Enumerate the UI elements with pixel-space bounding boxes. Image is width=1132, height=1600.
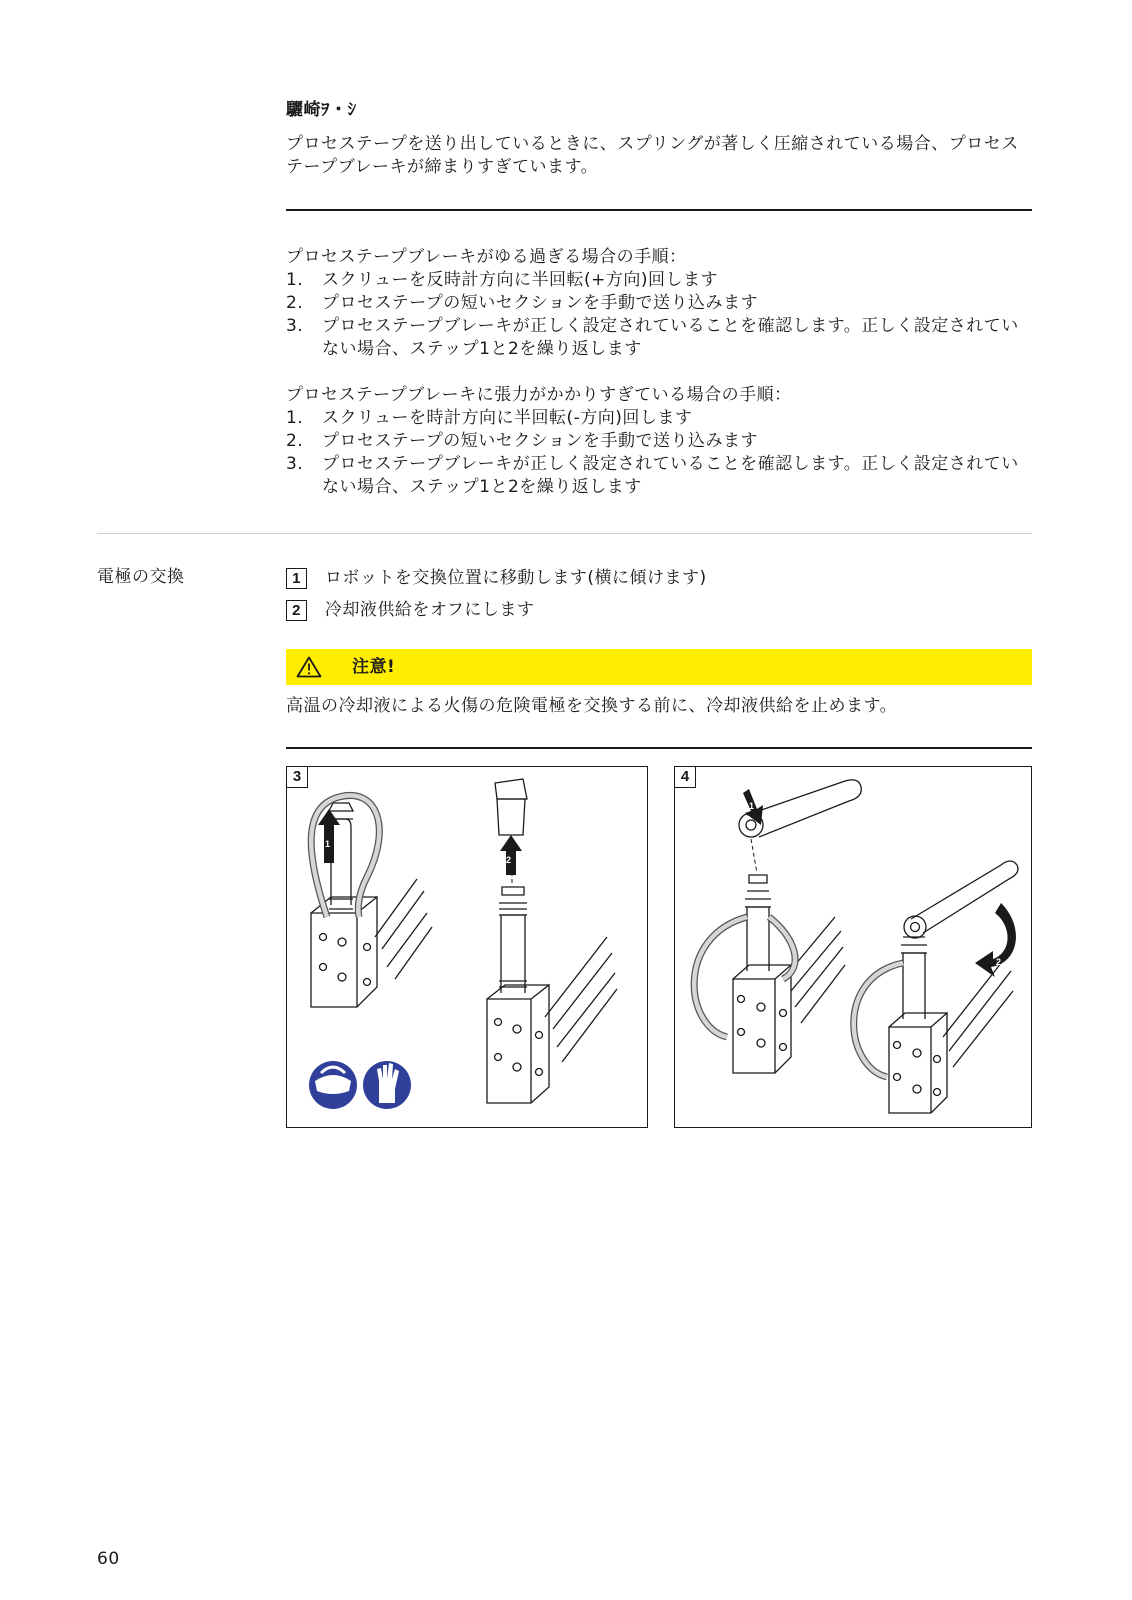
arrow-label: 1 <box>325 839 331 849</box>
step-text: プロセステープの短いセクションを手動で送り込みます <box>322 431 758 451</box>
step-number: 1. <box>286 408 304 428</box>
caution-banner <box>286 649 1032 685</box>
safety-gloves-icon <box>363 1061 411 1109</box>
procedure-steps <box>286 269 1032 361</box>
loose-procedure <box>286 246 1032 361</box>
list-item <box>286 269 1032 292</box>
list-item <box>286 315 1032 361</box>
step-text: スクリューを反時計方向に半回転(+方向)回します <box>322 270 718 290</box>
step-number: 2. <box>286 293 304 313</box>
spring-paragraph: プロセステープを送り出しているときに、スプリングが著しく圧縮されている場合、プロセステープブレーキが締まりすぎています。 <box>286 134 1019 177</box>
side-heading: 電極の交換 <box>97 567 185 587</box>
step-number-box: 2 <box>286 600 307 621</box>
step-text: 冷却液供給をオフにします <box>324 600 535 620</box>
caution-text: 高温の冷却液による火傷の危険電極を交換する前に、冷却液供給を止めます。 <box>286 696 898 716</box>
list-item <box>286 453 1032 499</box>
arrow-label: 2 <box>506 855 512 865</box>
list-item <box>286 407 1032 430</box>
electrode-removal-illustration <box>287 767 646 1126</box>
arrow-label: 2 <box>996 957 1002 967</box>
step-text: スクリューを時計方向に半回転(-方向)回します <box>322 408 693 428</box>
section-divider <box>97 533 1032 534</box>
step-text: プロセステープブレーキが正しく設定されていることを確認します。正しく設定されていない場合、ステップ1と2を繰り返します <box>322 454 1019 497</box>
divider <box>286 209 1032 211</box>
list-item <box>286 430 1032 453</box>
tight-procedure <box>286 384 1032 499</box>
step-number-box: 1 <box>286 568 307 589</box>
step-text: プロセステープの短いセクションを手動で送り込みます <box>322 293 758 313</box>
procedure-title: プロセステープブレーキがゆる過ぎる場合の手順： <box>286 247 687 267</box>
arrow-label: 1 <box>749 801 755 811</box>
section-heading: 驪崎ｦ・ｼ <box>286 100 357 120</box>
step-number: 2. <box>286 431 304 451</box>
step-text: プロセステープブレーキが正しく設定されていることを確認します。正しく設定されていない場合、ステップ1と2を繰り返します <box>322 316 1019 359</box>
electrode-step-2 <box>286 599 1032 622</box>
step-number: 3. <box>286 316 304 336</box>
figure-3 <box>286 766 648 1128</box>
page-number: 60 <box>97 1549 120 1569</box>
warning-triangle-icon <box>296 656 322 678</box>
list-item <box>286 292 1032 315</box>
divider <box>286 747 1032 749</box>
step-number: 1. <box>286 270 304 290</box>
safety-goggles-icon <box>309 1061 357 1109</box>
procedure-title: プロセステープブレーキに張力がかかりすぎている場合の手順： <box>286 385 792 405</box>
figure-label: 4 <box>675 767 696 788</box>
step-number: 3. <box>286 454 304 474</box>
caution-label: 注意! <box>352 657 396 677</box>
electrode-step-1 <box>286 567 1032 590</box>
electrode-wrench-illustration <box>675 767 1030 1126</box>
figure-4 <box>674 766 1032 1128</box>
figure-label: 3 <box>287 767 308 788</box>
step-text: ロボットを交換位置に移動します(横に傾けます) <box>324 568 707 588</box>
procedure-steps <box>286 407 1032 499</box>
